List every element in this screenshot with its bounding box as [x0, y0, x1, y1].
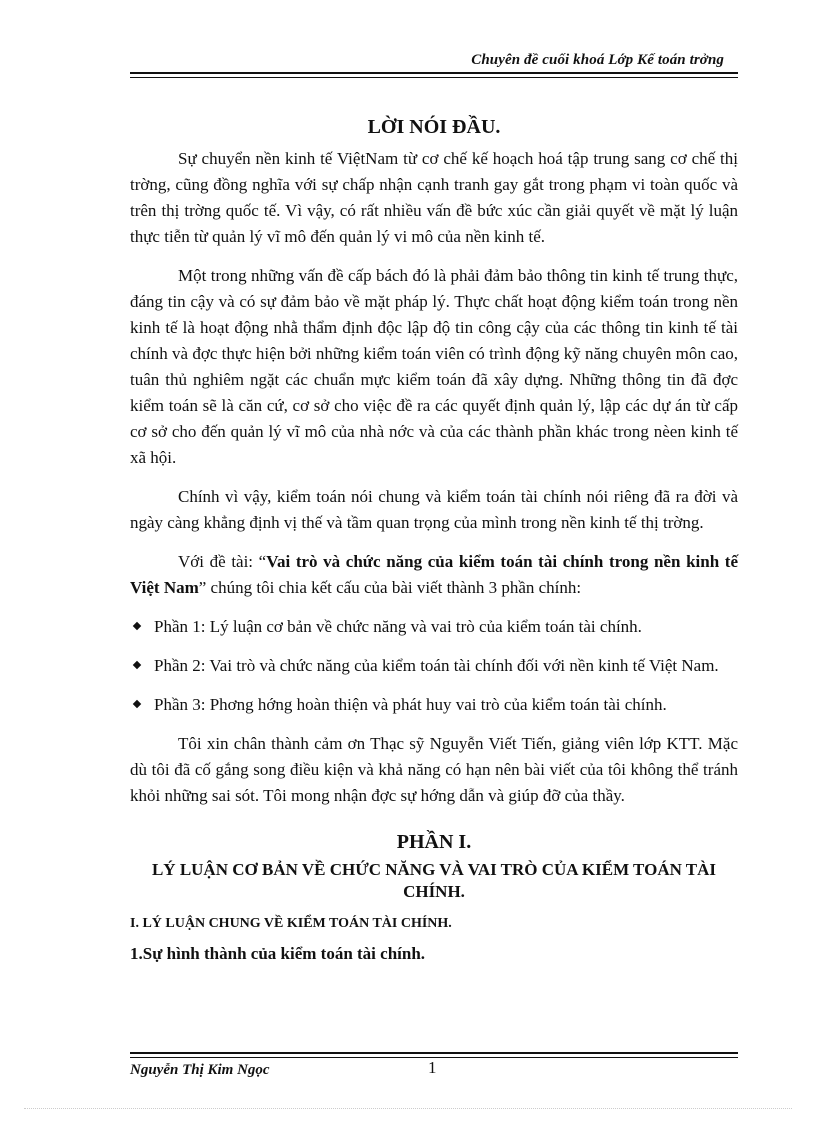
diamond-bullet-icon: [133, 661, 141, 669]
bullet-text: Phần 2: Vai trò và chức năng của kiểm toán tài chính đối với nền kinh tế Việt Nam.: [154, 656, 719, 675]
section-heading: I. LÝ LUẬN CHUNG VỀ KIỂM TOÁN TÀI CHÍNH.: [130, 916, 452, 931]
paragraph-intro-3: Chính vì vậy, kiểm toán nói chung và kiểm toán tài chính nói riêng đã ra đời và ngày càng khẳng định vị thế và tầm quan trọng của mình trong nền kinh tế thị trờng.: [130, 487, 738, 532]
list-item-part-1: [130, 614, 738, 640]
paragraph-intro-1: Sự chuyển nền kinh tế ViệtNam từ cơ chế kế hoạch hoá tập trung sang cơ chế thị trờng, cũng đồng nghĩa với sự chấp nhận cạnh tranh gay gắt trong phạm vi toàn quốc và trên thị trờng quốc tế. Vì vậy, có rất nhiều vấn đề bức xúc cần giải quyết về mặt lý luận thực tiễn từ quản lý vĩ mô đến quản lý vi mô của nền kinh tế.: [130, 149, 738, 246]
header-rule: [130, 72, 738, 78]
page-content: [130, 110, 738, 967]
paragraph-topic: [130, 549, 738, 601]
diamond-bullet-icon: [133, 622, 141, 630]
topic-suffix: ” chúng tôi chia kết cấu của bài viết thành 3 phần chính:: [198, 578, 582, 597]
topic-title: Vai trò và chức năng của kiểm toán tài chính trong nền kinh tế Việt Nam: [130, 552, 739, 597]
page-number: 1: [428, 1058, 437, 1077]
topic-prefix: Với đề tài: “: [178, 552, 267, 571]
part-title: PHẦN I.: [396, 831, 472, 853]
page-boundary-divider: [24, 1108, 792, 1109]
running-header: Chuyên đề cuối khoá Lớp Kế toán trởng: [471, 52, 724, 68]
bullet-text: Phần 3: Phơng hớng hoàn thiện và phát huy vai trò của kiểm toán tài chính.: [154, 695, 667, 714]
diamond-bullet-icon: [133, 700, 141, 708]
part-subtitle: LÝ LUẬN CƠ BẢN VỀ CHỨC NĂNG VÀ VAI TRÒ CỦA KIỂM TOÁN TÀI CHÍNH.: [151, 860, 717, 901]
footer-author: Nguyễn Thị Kim Ngọc: [130, 1062, 270, 1078]
list-item-part-2: [130, 653, 738, 679]
bullet-text: Phần 1: Lý luận cơ bản về chức năng và vai trò của kiểm toán tài chính.: [154, 617, 642, 636]
list-item-part-3: [130, 692, 738, 718]
subsection-heading: 1.Sự hình thành của kiểm toán tài chính.: [130, 944, 426, 963]
paragraph-intro-2: Một trong những vấn đề cấp bách đó là phải đảm bảo thông tin kinh tế trung thực, đáng tin cậy và có sự đảm bảo về mặt pháp lý. Thực chất hoạt động kiểm toán trong nền kinh tế là hoạt động nhằ thẩm định độc lập độ tin công cậy của các thông tin kinh tế tài chính và đợc thực hiện bởi những kiểm toán viên có trình động kỹ năng chuyên môn cao, tuân thủ nghiêm ngặt các chuẩn mực kiểm toán đã xây dựng. Những thông tin đã đợc kiểm toán sẽ là căn cứ, cơ sở cho việc đề ra các quyết định quản lý, lập các dự án từ cấp cơ sở cho đến quản lý vĩ mô của nhà nớc và của các thành phần khác trong nèen kinh tế xã hội.: [130, 266, 738, 467]
page-title: LỜI NÓI ĐẦU.: [367, 116, 501, 138]
paragraph-thanks: Tôi xin chân thành cảm ơn Thạc sỹ Nguyễn Viết Tiến, giảng viên lớp KTT. Mặc dù tôi đã cố gắng song điều kiện và khả năng có hạn nên bài viết của tôi không thể tránh khỏi những sai sót. Tôi mong nhận đợc sự hớng dẫn và giúp đỡ của thầy.: [130, 734, 738, 805]
